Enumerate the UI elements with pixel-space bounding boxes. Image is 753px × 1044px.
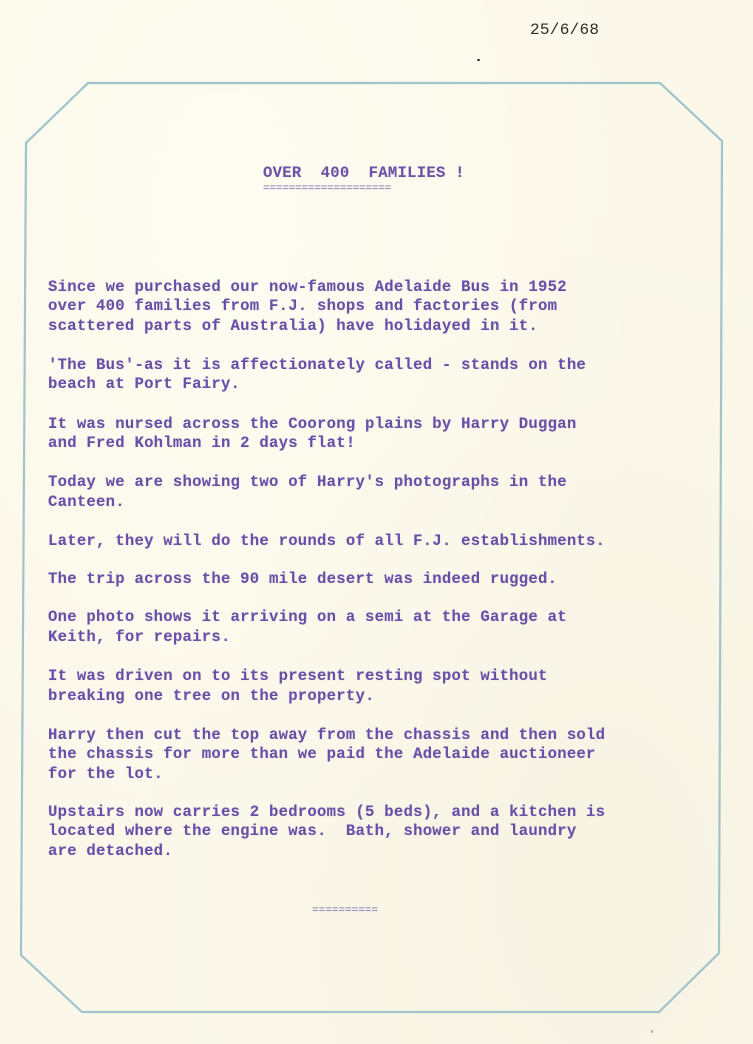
paragraph-10-line-1: Upstairs now carries 2 bedrooms (5 beds), and a kitchen is bbox=[48, 803, 606, 821]
paragraph-10-line-3: are detached. bbox=[48, 842, 173, 860]
paragraph-8-line-2: breaking one tree on the property. bbox=[48, 687, 375, 705]
paragraph-4-line-2: Canteen. bbox=[48, 493, 125, 511]
paragraph-1-line-2: over 400 families from F.J. shops and factories (from bbox=[48, 297, 558, 315]
paper-speck bbox=[651, 1030, 653, 1033]
document-date: 25/6/68 bbox=[530, 21, 600, 39]
title-underline: ==================== bbox=[263, 183, 392, 195]
paragraph-6-line-1: The trip across the 90 mile desert was indeed rugged. bbox=[48, 570, 558, 588]
paragraph-3-line-2: and Fred Kohlman in 2 days flat! bbox=[48, 434, 356, 452]
document-title: OVER 400 FAMILIES ! bbox=[263, 164, 465, 182]
paragraph-4-line-1: Today we are showing two of Harry's photographs in the bbox=[48, 473, 567, 491]
paragraph-7-line-2: Keith, for repairs. bbox=[48, 628, 231, 646]
ink-speck bbox=[477, 59, 480, 61]
paragraph-10-line-2: located where the engine was. Bath, shower and laundry bbox=[48, 822, 577, 840]
paragraph-7-line-1: One photo shows it arriving on a semi at the Garage at bbox=[48, 608, 567, 626]
paragraph-3-line-1: It was nursed across the Coorong plains by Harry Duggan bbox=[48, 415, 577, 433]
paragraph-9-line-3: for the lot. bbox=[48, 765, 164, 783]
paragraph-5-line-1: Later, they will do the rounds of all F.J. establishments. bbox=[48, 532, 606, 550]
paragraph-9-line-1: Harry then cut the top away from the chassis and then sold bbox=[48, 726, 606, 744]
paragraph-9-line-2: the chassis for more than we paid the Adelaide auctioneer bbox=[48, 745, 596, 763]
paragraph-1-line-1: Since we purchased our now-famous Adelaide Bus in 1952 bbox=[48, 278, 567, 296]
paragraph-2-line-1: 'The Bus'-as it is affectionately called - stands on the bbox=[48, 356, 587, 374]
paragraph-2-line-2: beach at Port Fairy. bbox=[48, 375, 241, 393]
closing-rule: ========== bbox=[312, 905, 379, 917]
paragraph-8-line-1: It was driven on to its present resting spot without bbox=[48, 667, 548, 685]
paragraph-1-line-3: scattered parts of Australia) have holidayed in it. bbox=[48, 317, 538, 335]
